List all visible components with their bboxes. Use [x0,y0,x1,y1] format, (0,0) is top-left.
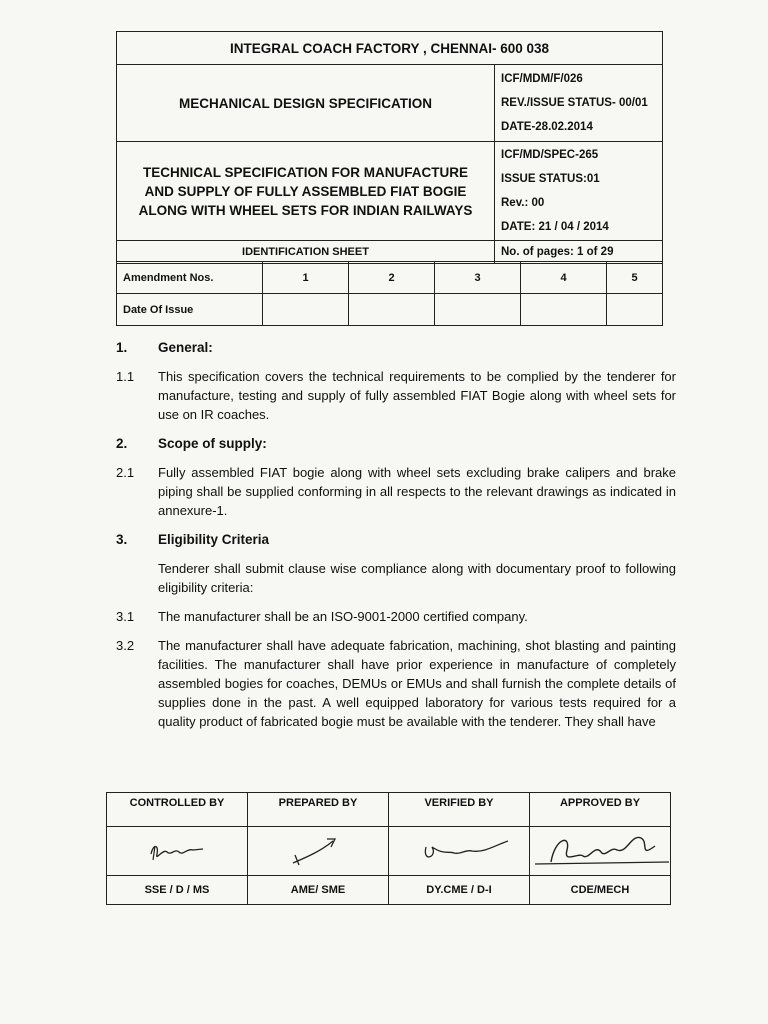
amendment-number: 2 [349,262,435,294]
clause-number: 3.1 [116,609,135,624]
date-of-issue-cell [349,294,435,326]
document-body [116,338,676,741]
prepared-by-role: AME/ SME [248,876,389,905]
section-title: Eligibility Criteria [158,532,270,547]
date-of-issue-cell [607,294,663,326]
document-title: INTEGRAL COACH FACTORY , CHENNAI- 600 038 [117,32,663,65]
approved-by-role: CDE/MECH [530,876,671,905]
spec-title-line-1: TECHNICAL SPECIFICATION FOR MANUFACTURE [143,164,468,180]
amendment-number: 1 [263,262,349,294]
spec-title [117,142,495,241]
section-2-heading [116,434,676,453]
section-3-intro [116,559,676,597]
verified-by-signature [389,827,530,876]
clause-number: 3.2 [116,638,135,653]
date-of-issue-cell [263,294,349,326]
clause-3-1 [116,607,676,626]
signature-table [106,792,671,905]
amendment-label: Amendment Nos. [117,262,263,294]
clause-text: The manufacturer shall be an ISO-9001-2000 certified company. [158,609,528,624]
signature-icon [404,833,514,869]
document-control-info [495,65,663,142]
signature-icon [137,834,217,868]
controlled-by-header: CONTROLLED BY [107,793,248,827]
section-number: 1. [116,340,128,355]
clause-2-1 [116,463,676,520]
document-subtitle: MECHANICAL DESIGN SPECIFICATION [117,65,495,142]
verified-by-role: DY.CME / D-I [389,876,530,905]
amendment-number: 3 [435,262,521,294]
doc-code: ICF/MDM/F/026 [501,73,583,85]
clause-text: The manufacturer shall have adequate fabrication, machining, shot blasting and painting facilities. The manufacturer shall have prior experience in manufacture of completely assembled bogies for coaches, DEMUs or EMUs and shall furnish the complete details of supplies done in the past. A well equipped laboratory for various tests required for a quality product of fabricated bogie must be available with the tenderer. They shall have [158,638,676,729]
date-of-issue-cell [521,294,607,326]
section-number: 2. [116,436,128,451]
header-table [116,31,663,264]
prepared-by-signature [248,827,389,876]
section-1-heading [116,338,676,357]
controlled-by-signature [107,827,248,876]
identification-sheet: IDENTIFICATION SHEET [117,241,495,264]
intro-text: Tenderer shall submit clause wise compliance along with documentary proof to following eligibility criteria: [158,561,676,595]
date-of-issue-cell [435,294,521,326]
date-1: DATE-28.02.2014 [501,121,593,133]
signature-icon [531,828,671,874]
page-count: No. of pages: 1 of 29 [495,241,663,264]
clause-number: 1.1 [116,369,135,384]
date-2: DATE: 21 / 04 / 2014 [501,221,609,233]
approved-by-header: APPROVED BY [530,793,671,827]
clause-text: This specification covers the technical requirements to be complied by the tenderer for manufacture, testing and supply of fully assembled FIAT Bogie along with wheel sets for use on IR coaches. [158,369,676,422]
controlled-by-role: SSE / D / MS [107,876,248,905]
spec-title-line-3: ALONG WITH WHEEL SETS FOR INDIAN RAILWAYS [138,202,473,218]
section-title: General: [158,340,213,355]
spec-title-line-2: AND SUPPLY OF FULLY ASSEMBLED FIAT BOGIE [144,183,467,199]
rev: Rev.: 00 [501,197,545,209]
clause-1-1 [116,367,676,424]
amendment-number: 5 [607,262,663,294]
amendment-number: 4 [521,262,607,294]
section-3-heading [116,530,676,549]
spec-no: ICF/MD/SPEC-265 [501,149,599,161]
approved-by-signature [530,827,671,876]
clause-3-2 [116,636,676,731]
prepared-by-header: PREPARED BY [248,793,389,827]
spec-info [495,142,663,241]
clause-number: 2.1 [116,465,135,480]
rev-issue-status: REV./ISSUE STATUS- 00/01 [501,97,648,109]
date-of-issue-label: Date Of Issue [117,294,263,326]
issue-status: ISSUE STATUS:01 [501,173,600,185]
clause-text: Fully assembled FIAT bogie along with wheel sets excluding brake calipers and brake piping shall be supplied conforming in all respects to the relevant drawings as indicated in annexure-1. [158,465,676,518]
signature-icon [273,833,363,869]
section-title: Scope of supply: [158,436,267,451]
verified-by-header: VERIFIED BY [389,793,530,827]
section-number: 3. [116,532,128,547]
amendment-table [116,261,663,326]
